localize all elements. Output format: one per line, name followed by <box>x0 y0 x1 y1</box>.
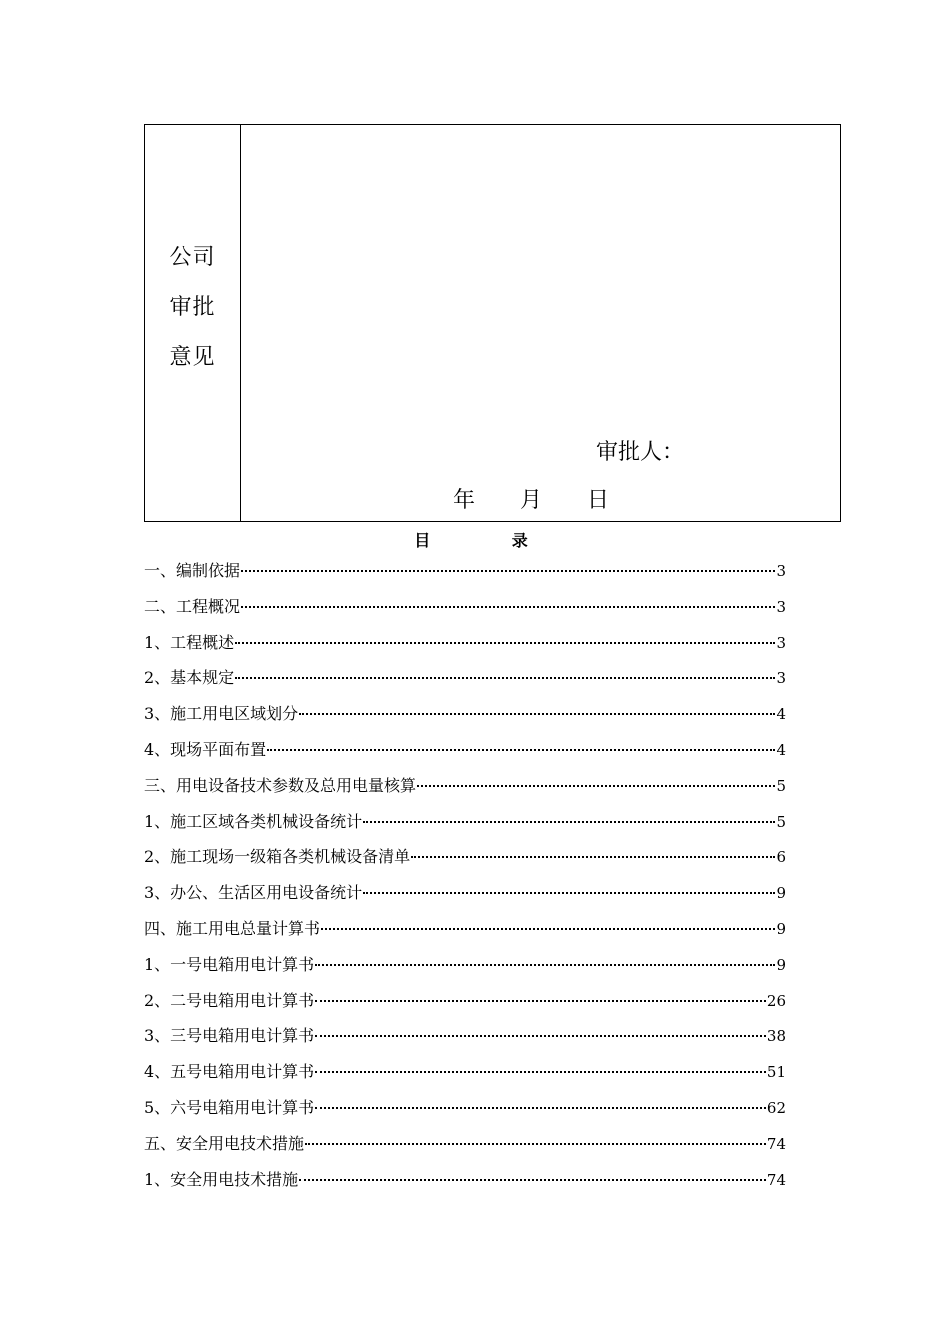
approval-label-line: 公司 <box>169 245 216 270</box>
date-month: 月 <box>520 488 543 513</box>
toc-page-number: 51 <box>766 1063 786 1082</box>
toc-page-number: 3 <box>776 633 786 652</box>
toc-entry-text: 3、施工用电区域划分 <box>144 704 299 724</box>
toc-entry[interactable] <box>144 630 786 666</box>
toc-entry[interactable] <box>144 1023 786 1059</box>
toc-page-number: 9 <box>776 919 786 938</box>
toc-page-number: 26 <box>766 991 786 1010</box>
toc-entry-text: 4、现场平面布置 <box>144 739 267 759</box>
toc-title: 目 录 <box>414 531 566 550</box>
toc-entry-text: 一、编制依据 <box>144 561 241 580</box>
approval-label-cell <box>145 125 241 521</box>
toc-page-number: 5 <box>776 776 786 795</box>
toc-leader-dots <box>305 1143 766 1145</box>
date-year: 年 <box>453 488 476 513</box>
toc-entry-text: 1、一号电箱用电计算书 <box>144 954 315 974</box>
toc-page-number: 74 <box>766 1134 786 1153</box>
toc-leader-dots <box>321 928 775 930</box>
toc-entry[interactable] <box>144 809 786 845</box>
toc-entry[interactable] <box>144 558 786 594</box>
toc-entry-text: 1、安全用电技术措施 <box>144 1169 299 1189</box>
toc-entry-text: 3、办公、生活区用电设备统计 <box>144 883 363 903</box>
toc-leader-dots <box>235 642 775 644</box>
approval-date <box>453 483 609 514</box>
toc-page-number: 9 <box>776 884 786 903</box>
table-of-contents <box>144 558 786 1202</box>
toc-leader-dots <box>417 785 775 787</box>
toc-entry[interactable] <box>144 594 786 630</box>
toc-leader-dots <box>363 892 775 894</box>
toc-page-number: 3 <box>776 669 786 688</box>
toc-entry[interactable] <box>144 1131 786 1167</box>
toc-page-number: 38 <box>766 1027 786 1046</box>
toc-entry-text: 5、六号电箱用电计算书 <box>144 1097 315 1117</box>
date-day: 日 <box>587 488 610 513</box>
toc-leader-dots <box>235 677 775 679</box>
toc-page-number: 9 <box>776 955 786 974</box>
toc-leader-dots <box>315 1071 766 1073</box>
toc-leader-dots <box>241 570 775 572</box>
toc-entry-text: 4、五号电箱用电计算书 <box>144 1062 315 1082</box>
toc-entry-text: 五、安全用电技术措施 <box>144 1133 305 1153</box>
approver-label: 审批人： <box>596 440 685 465</box>
toc-page-number: 74 <box>766 1170 786 1189</box>
toc-leader-dots <box>267 749 775 751</box>
toc-entry-text: 1、施工区域各类机械设备统计 <box>144 811 363 831</box>
toc-page-number: 4 <box>776 705 786 724</box>
toc-leader-dots <box>315 964 775 966</box>
toc-leader-dots <box>315 1000 766 1002</box>
toc-entry[interactable] <box>144 988 786 1024</box>
toc-page-number: 6 <box>776 848 786 867</box>
toc-entry[interactable] <box>144 773 786 809</box>
toc-entry[interactable] <box>144 701 786 737</box>
approval-content-cell <box>241 125 840 521</box>
toc-entry-text: 2、基本规定 <box>144 668 235 688</box>
toc-entry[interactable] <box>144 880 786 916</box>
toc-leader-dots <box>299 1179 766 1181</box>
toc-entry-text: 1、工程概述 <box>144 632 235 652</box>
toc-entry[interactable] <box>144 916 786 952</box>
toc-entry[interactable] <box>144 1167 786 1203</box>
toc-entry-text: 三、用电设备技术参数及总用电量核算 <box>144 775 417 795</box>
toc-entry-text: 二、工程概况 <box>144 596 241 616</box>
toc-entry-text: 2、施工现场一级箱各类机械设备清单 <box>144 847 411 867</box>
toc-page-number: 5 <box>776 812 786 831</box>
toc-page-number: 3 <box>776 597 786 616</box>
toc-page-number: 4 <box>776 740 786 759</box>
approval-table <box>144 124 841 522</box>
toc-entry[interactable] <box>144 952 786 988</box>
toc-page-number: 62 <box>766 1098 786 1117</box>
toc-leader-dots <box>241 606 775 608</box>
toc-entry[interactable] <box>144 737 786 773</box>
toc-entry[interactable] <box>144 1059 786 1095</box>
toc-entry[interactable] <box>144 844 786 880</box>
toc-leader-dots <box>411 856 775 858</box>
toc-entry[interactable] <box>144 1095 786 1131</box>
approval-label-line: 审批 <box>169 295 216 320</box>
approval-label-line: 意见 <box>169 345 216 370</box>
toc-entry-text: 3、三号电箱用电计算书 <box>144 1026 315 1046</box>
toc-entry[interactable] <box>144 665 786 701</box>
toc-leader-dots <box>363 821 775 823</box>
toc-leader-dots <box>315 1035 766 1037</box>
toc-page-number: 3 <box>776 562 786 580</box>
toc-entry-text: 2、二号电箱用电计算书 <box>144 990 315 1010</box>
toc-leader-dots <box>315 1107 766 1109</box>
toc-leader-dots <box>299 713 775 715</box>
toc-entry-text: 四、施工用电总量计算书 <box>144 918 321 938</box>
